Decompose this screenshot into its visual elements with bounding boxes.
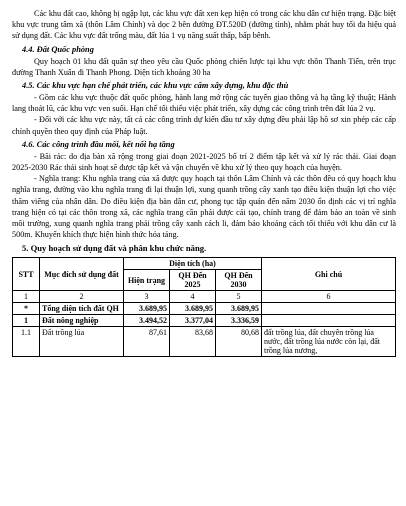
row-note: đất trồng lúa, đất chuyên trồng lúa nước, đất trồng lúa nước còn lại, đất trồng lúa nương, — [262, 327, 396, 357]
header-qh-2025: QH Đến 2025 — [170, 270, 216, 291]
table-row — [13, 315, 396, 327]
row-hien-trang: 3.494,52 — [124, 315, 170, 327]
heading-4-5: 4.5. Các khu vực hạn chế phát triển, các khu vực cấm xây dựng, khu đặc thù — [22, 81, 289, 91]
heading-4-4: 4.4. Đất Quốc phòng — [22, 44, 94, 54]
paragraph-restricted-b: - Đối với các khu vực này, tất cả các công trình dự kiến đầu tư xây dựng đều phải lập hồ sơ xin phép các cấp chính quyền theo quy định của Pháp luật. — [12, 115, 396, 136]
row-note — [262, 315, 396, 327]
row-hien-trang: 87,61 — [124, 327, 170, 357]
index-cell: 2 — [40, 291, 124, 303]
row-qh-2025: 3.377,04 — [170, 315, 216, 327]
row-name: Đất nông nghiệp — [40, 315, 124, 327]
row-stt: 1 — [13, 315, 40, 327]
row-name: Đất trồng lúa — [40, 327, 124, 357]
table-row — [13, 303, 396, 315]
row-qh-2030: 3.336,59 — [216, 315, 262, 327]
row-stt: * — [13, 303, 40, 315]
heading-5: 5. Quy hoạch sử dụng đất và phân khu chức năng. — [22, 243, 207, 254]
row-qh-2025: 83,68 — [170, 327, 216, 357]
row-qh-2030: 80,68 — [216, 327, 262, 357]
heading-4-6: 4.6. Các công trình đầu mối, kết nối hạ tầng — [22, 139, 175, 149]
row-name: Tổng diện tích đất QH — [40, 303, 124, 315]
row-hien-trang: 3.689,95 — [124, 303, 170, 315]
row-qh-2030: 3.689,95 — [216, 303, 262, 315]
table-header-row — [13, 258, 396, 270]
table-row — [13, 327, 396, 357]
header-ghi-chu: Ghi chú — [262, 258, 396, 291]
row-stt: 1.1 — [13, 327, 40, 357]
index-cell: 4 — [170, 291, 216, 303]
table-index-row — [13, 291, 396, 303]
index-cell: 6 — [262, 291, 396, 303]
index-cell: 1 — [13, 291, 40, 303]
header-stt: STT — [13, 258, 40, 291]
header-muc-dich: Mục đích sử dụng đất — [40, 258, 124, 291]
paragraph-restricted-a: - Gồm các khu vực thuộc đất quốc phòng, hành lang mở rộng các tuyến giao thông và hạ tầng kỹ thuật; Hành lang thoát lũ, các khu vực ven suối. Hạn chế tối thiểu việc phát triển, xây dựng các công trình trên đất lúa 2 vụ. — [12, 93, 396, 114]
paragraph-defense-land: Quy hoạch 01 khu đất quân sự theo yêu cầu Quốc phòng chiến lược tại khu vực thôn Thanh Tiến, trên trục đường Thanh Xuân đi Thanh Phong. Diện tích khoảng 30 ha — [12, 56, 396, 77]
paragraph-cemetery: - Nghĩa trang: Khu nghĩa trang của xã được quy hoạch tại thôn Lâm Chính và các thôn đều có quy hoạch khu nghĩa trang, đường vào khu nghĩa trang đi lại thuận lợi, xung quanh trồng cây xanh tạo điều kiện thuận lợi cho việc thăm viếng của nhân dân. Do điều kiện địa bàn dân cư, phong tục tập quán đến năm 2030 ổn định các vị trí nghĩa trang hiện có tại các thôn trong xã, các nghĩa trang cần phải được cải tạo, chỉnh trang để đảm bảo an toàn về sinh môi trường, xung quanh nghĩa trang phải trồng cây xanh cách li, đảm bảo khoảng cách tối thiểu với khu dân cư là 500m. Khuyến khích thực hiện hình thức hỏa táng. — [12, 174, 396, 240]
paragraph-land-areas: Các khu đất cao, không bị ngập lụt, các khu vực đất xen kẹp hiện có trong các khu dân cư hiện trạng. Đặc biệt khu vực trung tâm xã (thôn Lâm Chính) và dọc 2 bên đường ĐT.520D (đường tỉnh), nhằm phát huy tối đa hiệu quả sử dụng đất. Các khu vực đất trống màu, đất lúa 1 vụ năng suất thấp, bấp bênh. — [12, 9, 396, 41]
land-use-table — [12, 257, 396, 357]
header-dien-tich: Diện tích (ha) — [124, 258, 262, 270]
header-hien-trang: Hiện trạng — [124, 270, 170, 291]
paragraph-landfill: - Bãi rác: do địa bàn xã rộng trong giai đoạn 2021-2025 bố trí 2 điểm tập kết và xử lý rác thải. Giai đoạn 2025-2030 Rác thải sinh hoạt sẽ được tập kết và vận chuyển về khu xử lý theo quy hoạch của huyện. — [12, 151, 396, 173]
row-note — [262, 303, 396, 315]
row-qh-2025: 3.689,95 — [170, 303, 216, 315]
index-cell: 5 — [216, 291, 262, 303]
header-qh-2030: QH Đến 2030 — [216, 270, 262, 291]
index-cell: 3 — [124, 291, 170, 303]
